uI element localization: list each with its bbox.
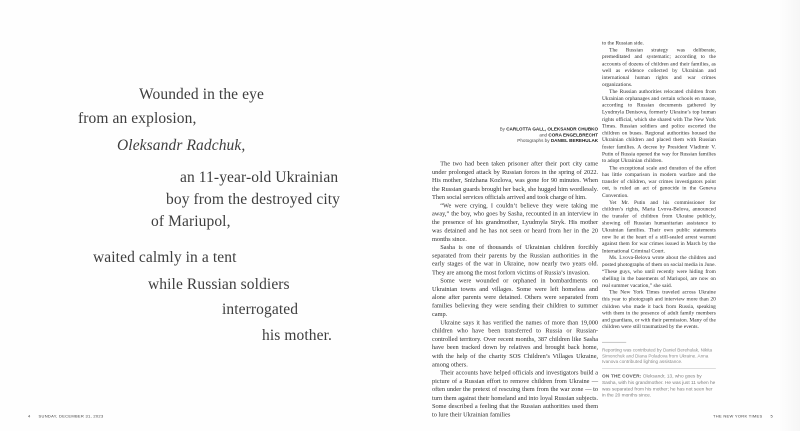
body-paragraph: The exceptional scale and duration of the effort has little comparison in modern warfare and the transfer of children, war crimes investigators point out, is ruled an act of genocide in the Geneva Convention. [602,164,716,199]
headline-line: boy from the destroyed city [166,191,341,208]
body-paragraph: “We were crying, I couldn’t believe they were taking me away,” the boy, who goes by Sasha, recounted in an interview in the presence of his grandmother, Lyudmyla Siryk. His mother was detained and he has not seen or heard from her in the 20 months since. [432,202,599,243]
reporting-credits: Reporting was contributed by Daniel Berehulak, Nikita Simonchuk and Diana Poladova from Ukraine. Anna Ivanova contributed lighting assistance. [602,346,713,365]
body-paragraph: to the Russian side. [602,40,644,47]
continuation-column [602,40,716,398]
byline-photographer: Photographs by DANIEL BEREHULAK [517,137,599,144]
issue-date: SUNDAY, DECEMBER 31, 2023 [38,414,104,419]
body-paragraph: Ms. Lvova-Belova wrote about the children and posted photographs of them on social media in June. “These guys, who until recently were hiding from shelling in the basements of Mariupol, are now on real summer vacation,” she said. [602,254,716,289]
page-number-right: 5 [770,414,773,419]
headline-line: of Mariupol, [151,213,231,230]
body-paragraph: Yet Mr. Putin and his commissioner for children’s rights, Maria Lvova-Belova, announced the transfer of children from Ukraine publicly, showing off Russian humanitarian assistance to Ukrainian families. Their own public statements now lie at the heart of a still-sealed arrest warrant against them for war crimes issued in March by the International Criminal Court. [602,199,716,254]
cover-note-divider [602,368,716,369]
cover-note-label: ON THE COVER: [602,373,642,379]
cover-note: ON THE COVER: Oleksandr, 13, who goes by Sasha, with his grandmother. He was just 11 when he was separated from his mother; he has not seen her in the 20 months since. [602,373,716,398]
headline-line-name: Oleksandr Radchuk, [117,137,246,154]
body-paragraph: Some were wounded or orphaned in bombardments on Ukrainian towns and villages. Some were left homeless and alone after parents were detained. Others were separated from families believing they were sending their children to summer camp. [432,277,599,318]
headline-line: waited calmly in a tent [93,249,237,266]
lede-column [432,160,598,419]
paper-name: THE NEW YORK TIMES [712,414,763,419]
page-number-left: 4 [28,414,31,419]
headline-line: while Russian soldiers [148,276,290,293]
byline-authors-line2: and CORA ENGELBRECHT [539,131,599,138]
credits-divider [602,342,626,343]
byline [432,126,598,143]
headline-line: Wounded in the eye [139,86,264,103]
byline-authors-line1: By CARLOTTA GALL, OLEKSANDR CHUBKO [499,126,599,132]
headline-line: an 11-year-old Ukrainian [180,169,339,186]
body-paragraph: The New York Times traveled across Ukraine this year to photograph and interview more than 20 children who made it back from Russia, speaking with them in the presence of adult family members and guardians, or with their permission. Many of the children were still traumatized by the events. [602,289,716,331]
headline-line: from an explosion, [78,110,197,127]
headline-line: his mother. [262,327,332,344]
body-paragraph: The Russian authorities relocated children from Ukrainian orphanages and certain schools en masse, according to Russian documents gathered by Lyudmyla Denisova, formerly Ukraine’s top human rights official, which she shared with The New York Times. Russian soldiers and police escorted the children on buses. Regional authorities housed the Ukrainian children and placed them with Russian foster families. A decree by President Vladimir V. Putin of Russia opened the way for Russian families to adopt Ukrainian children. [602,88,716,164]
headline-line: interrogated [222,301,299,318]
body-paragraph: The Russian strategy was deliberate, premeditated and systematic; according to the accounts of dozens of children and their families, as well as evidence collected by Ukrainian and international human rights and war crimes organizations. [602,46,716,88]
body-paragraph: Their accounts have helped officials and investigators build a picture of a Russian effort to remove children from Ukraine — often under the pretext of rescuing them from the war zone — to turn them against their homeland and into loyal Russian subjects. Some described a feeling that the Russian authorities used them to lure their Ukrainian families [432,369,599,419]
left-page-folio [28,414,103,419]
right-page-folio [713,414,773,419]
body-paragraph: The two had been taken prisoner after their port city came under prolonged attack by Russian forces in the spring of 2022. His mother, Snizhana Kozlova, was gone for 90 minutes. When the Russian guards brought her back, she hugged him wordlessly. Then social services officials arrived and took charge of him. [432,160,599,201]
body-paragraph: Ukraine says it has verified the names of more than 19,000 children who have been transferred to Russia or Russian-controlled territory. Over recent months, 387 children like Sasha have been tracked down by relatives and brought back home, with the help of the charity SOS Children’s Villages Ukraine, among others. [432,319,599,368]
body-paragraph: Sasha is one of thousands of Ukrainian children forcibly separated from their parents by the Russian authorities in the early stages of the war in Ukraine, now nearly two years old. They are among the most forlorn victims of Russia’s invasion. [432,244,599,276]
